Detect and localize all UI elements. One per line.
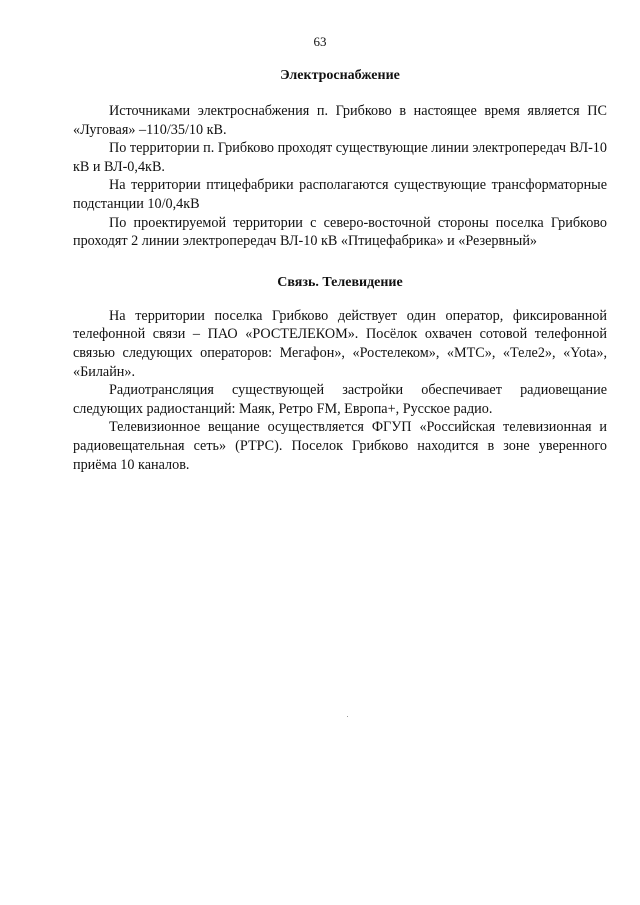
section-title-power-supply: Электроснабжение: [280, 68, 400, 83]
page-content: [73, 62, 607, 474]
page-number: 63: [313, 34, 327, 49]
section-communications-tv: [73, 273, 607, 474]
paragraph: По территории п. Грибково проходят существующие линии электропередач ВЛ-10 кВ и ВЛ-0,4кВ.: [73, 140, 607, 175]
paragraph: Источниками электроснабжения п. Грибково в настоящее время является ПС «Луговая» –110/35/10 кВ.: [73, 103, 607, 138]
section-power-supply: [73, 66, 607, 251]
paragraph: Телевизионное вещание осуществляется ФГУП «Российская телевизионная и радиовещательная сеть» (РТРС). Поселок Грибково находится в зоне уверенного приёма 10 каналов.: [73, 419, 607, 473]
paragraph: Радиотрансляция существующей застройки обеспечивает радиовещание следующих радиостанций: Маяк, Ретро FM, Европа+, Русское радио.: [73, 382, 607, 417]
paragraph: На территории поселка Грибково действует один оператор, фиксированной телефонной связи – ПАО «РОСТЕЛЕКОМ». Посёлок охвачен сотовой телефонной связью следующих операторов: Мегафон», «Ростелеком», «МТС», «Теле2», «Yota», «Билайн».: [73, 307, 607, 380]
paragraph: По проектируемой территории с северо-восточной стороны поселка Грибково проходят 2 линии электропередач ВЛ-10 кВ «Птицефабрика» и «Резервный»: [73, 214, 607, 250]
paragraph: На территории птицефабрики располагаются существующие трансформаторные подстанции 10/0,4кВ: [73, 177, 607, 212]
scan-speck: [347, 716, 348, 717]
section-title-communications-tv: Связь. Телевидение: [277, 274, 403, 290]
